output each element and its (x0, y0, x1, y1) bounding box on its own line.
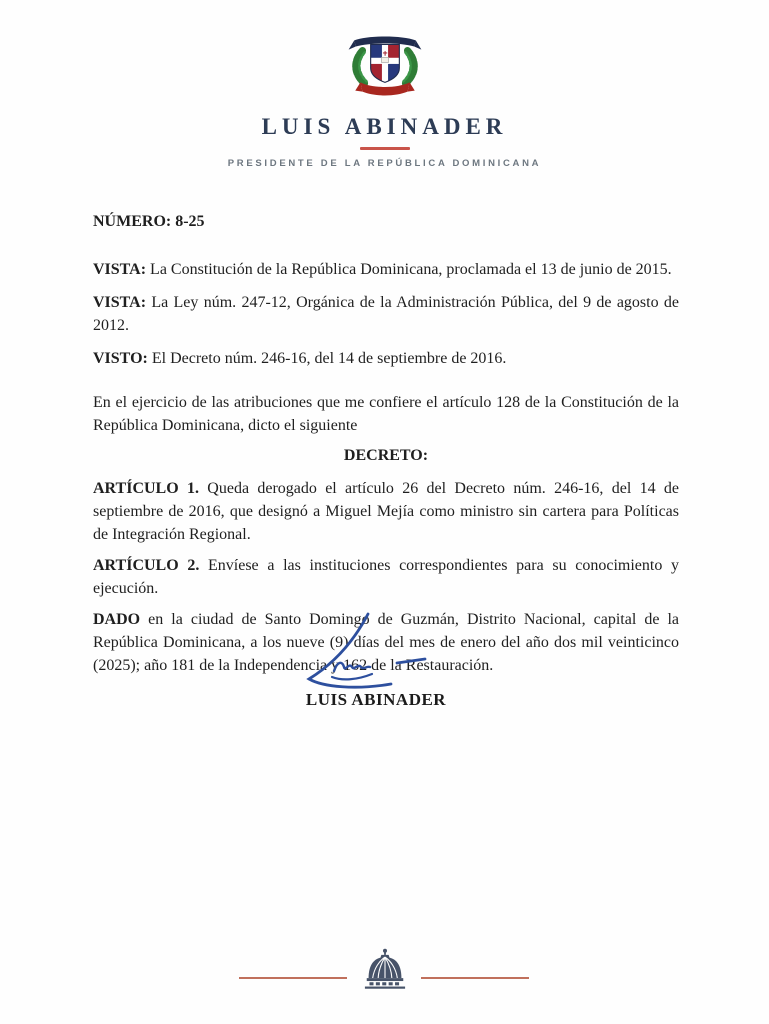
considerando-2 (93, 291, 679, 337)
article-1 (93, 477, 679, 546)
article-1-text: Queda derogado el artículo 26 del Decreto núm. 246-16, del 14 de septiembre de 2016, que designó a Miguel Mejía como ministro sin cartera para Políticas de Integración Regional. (93, 480, 679, 543)
considerando-3-text: El Decreto núm. 246-16, del 14 de septiembre de 2016. (147, 350, 507, 367)
signature-scrawl-icon (290, 606, 440, 690)
article-2-text: Envíese a las instituciones correspondientes para su conocimiento y ejecución. (93, 557, 680, 597)
red-accent-rule (360, 147, 410, 150)
signature-block (0, 606, 769, 709)
article-2 (93, 554, 679, 600)
footer-rule-right (421, 977, 529, 979)
considerando-1 (93, 258, 679, 281)
preamble: En el ejercicio de las atribuciones que me confiere el artículo 128 de la Constitución de la República Dominicana, dicto el siguiente (93, 394, 679, 434)
considerando-2-text: La Ley núm. 247-12, Orgánica de la Administración Pública, del 9 de agosto de 2012. (93, 294, 679, 334)
considerando-3 (93, 347, 679, 370)
decree-heading-label: DECRETO: (343, 447, 429, 464)
article-2-label: ARTÍCULO 2. (93, 557, 200, 574)
president-name: LUIS ABINADER (261, 114, 508, 139)
closing-text: en la ciudad de Santo Domingo de Guzmán, Distrito Nacional, capital de la República Dominicana, a los nueve (9) días del mes de enero del año dos mil veinticinco (2025); año 181 de la Independencia y 162 de la Restauración. (93, 611, 679, 674)
article-1-label: ARTÍCULO 1. (93, 480, 199, 497)
decree-number-label: NÚMERO: 8-25 (93, 213, 205, 230)
considerando-2-label: VISTA: (93, 294, 147, 311)
letterhead (0, 34, 769, 169)
closing-label: DADO (93, 611, 141, 628)
considerando-1-text: La Constitución de la República Dominicana, proclamada el 13 de junio de 2015. (146, 261, 672, 278)
considerando-1-label: VISTA: (93, 261, 147, 278)
page-footer (0, 948, 769, 993)
president-subtitle: PRESIDENTE DE LA REPÚBLICA DOMINICANA (227, 158, 542, 169)
coat-of-arms-icon (344, 34, 426, 100)
palace-dome-icon (363, 948, 407, 990)
footer-rule-left (239, 977, 347, 979)
considerando-3-label: VISTO: (93, 350, 148, 367)
signature-name: LUIS ABINADER (305, 690, 447, 709)
decree-heading (93, 444, 679, 467)
decree-number (93, 210, 679, 233)
